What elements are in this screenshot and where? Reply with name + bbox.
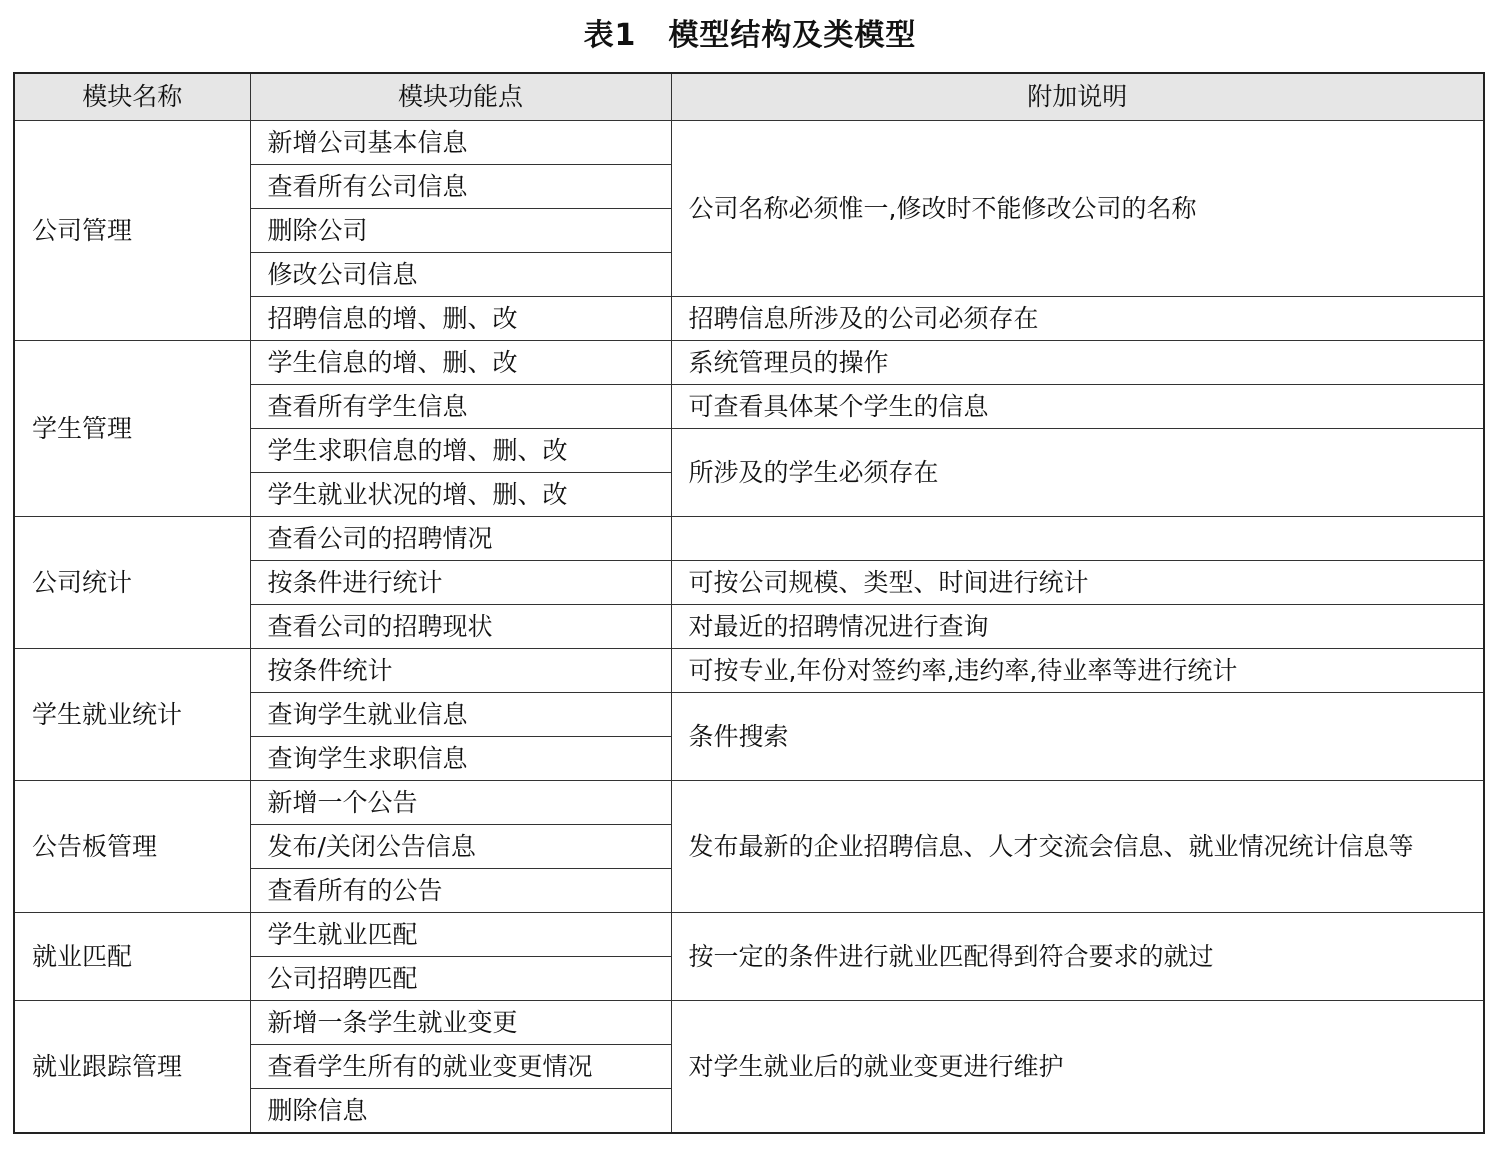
function-point-cell: 查看学生所有的就业变更情况 — [250, 1045, 671, 1089]
function-point-cell: 发布/关闭公告信息 — [250, 825, 671, 869]
additional-note-cell: 可查看具体某个学生的信息 — [671, 385, 1484, 429]
caption-title: 模型结构及类模型 — [668, 18, 917, 53]
module-name-cell: 公司管理 — [14, 121, 250, 341]
function-point-cell: 学生就业状况的增、删、改 — [250, 473, 671, 517]
header-row — [14, 73, 1484, 121]
function-point-cell: 招聘信息的增、删、改 — [250, 297, 671, 341]
function-point-cell: 查询学生就业信息 — [250, 693, 671, 737]
additional-note-cell: 按一定的条件进行就业匹配得到符合要求的就过 — [671, 913, 1484, 1001]
table-row — [14, 649, 1484, 693]
function-point-cell: 删除公司 — [250, 209, 671, 253]
table-body — [14, 121, 1484, 1134]
function-point-cell: 按条件统计 — [250, 649, 671, 693]
module-name-cell: 就业跟踪管理 — [14, 1001, 250, 1134]
caption-number: 表1 — [583, 18, 637, 53]
function-point-cell: 查询学生求职信息 — [250, 737, 671, 781]
function-point-cell: 修改公司信息 — [250, 253, 671, 297]
function-point-cell: 学生求职信息的增、删、改 — [250, 429, 671, 473]
function-point-cell: 查看公司的招聘情况 — [250, 517, 671, 561]
table-row — [14, 121, 1484, 165]
additional-note-cell: 对最近的招聘情况进行查询 — [671, 605, 1484, 649]
function-point-cell: 删除信息 — [250, 1089, 671, 1134]
additional-note-cell: 条件搜索 — [671, 693, 1484, 781]
function-point-cell: 查看公司的招聘现状 — [250, 605, 671, 649]
module-name-cell: 学生管理 — [14, 341, 250, 517]
table-row — [14, 517, 1484, 561]
table-row — [14, 781, 1484, 825]
function-point-cell: 新增一条学生就业变更 — [250, 1001, 671, 1045]
function-point-cell: 学生就业匹配 — [250, 913, 671, 957]
additional-note-cell: 可按公司规模、类型、时间进行统计 — [671, 561, 1484, 605]
function-point-cell: 公司招聘匹配 — [250, 957, 671, 1001]
function-point-cell: 新增公司基本信息 — [250, 121, 671, 165]
module-name-cell: 学生就业统计 — [14, 649, 250, 781]
header-module-name: 模块名称 — [14, 73, 250, 121]
function-point-cell: 按条件进行统计 — [250, 561, 671, 605]
module-name-cell: 公司统计 — [14, 517, 250, 649]
additional-note-cell: 系统管理员的操作 — [671, 341, 1484, 385]
function-point-cell: 查看所有的公告 — [250, 869, 671, 913]
additional-note-cell: 发布最新的企业招聘信息、人才交流会信息、就业情况统计信息等 — [671, 781, 1484, 913]
function-point-cell: 学生信息的增、删、改 — [250, 341, 671, 385]
module-name-cell: 就业匹配 — [14, 913, 250, 1001]
additional-note-cell: 招聘信息所涉及的公司必须存在 — [671, 297, 1484, 341]
module-name-cell: 公告板管理 — [14, 781, 250, 913]
additional-note-cell: 所涉及的学生必须存在 — [671, 429, 1484, 517]
table-row — [14, 341, 1484, 385]
additional-note-cell: 可按专业,年份对签约率,违约率,待业率等进行统计 — [671, 649, 1484, 693]
additional-note-cell — [671, 517, 1484, 561]
additional-note-cell: 公司名称必须惟一,修改时不能修改公司的名称 — [671, 121, 1484, 297]
function-point-cell: 查看所有公司信息 — [250, 165, 671, 209]
table-row — [14, 1001, 1484, 1045]
table-row — [14, 913, 1484, 957]
function-point-cell: 新增一个公告 — [250, 781, 671, 825]
function-point-cell: 查看所有学生信息 — [250, 385, 671, 429]
model-structure-table — [13, 72, 1485, 1134]
header-additional-note: 附加说明 — [671, 73, 1484, 121]
table-caption — [0, 14, 1500, 58]
header-function-point: 模块功能点 — [250, 73, 671, 121]
additional-note-cell: 对学生就业后的就业变更进行维护 — [671, 1001, 1484, 1134]
